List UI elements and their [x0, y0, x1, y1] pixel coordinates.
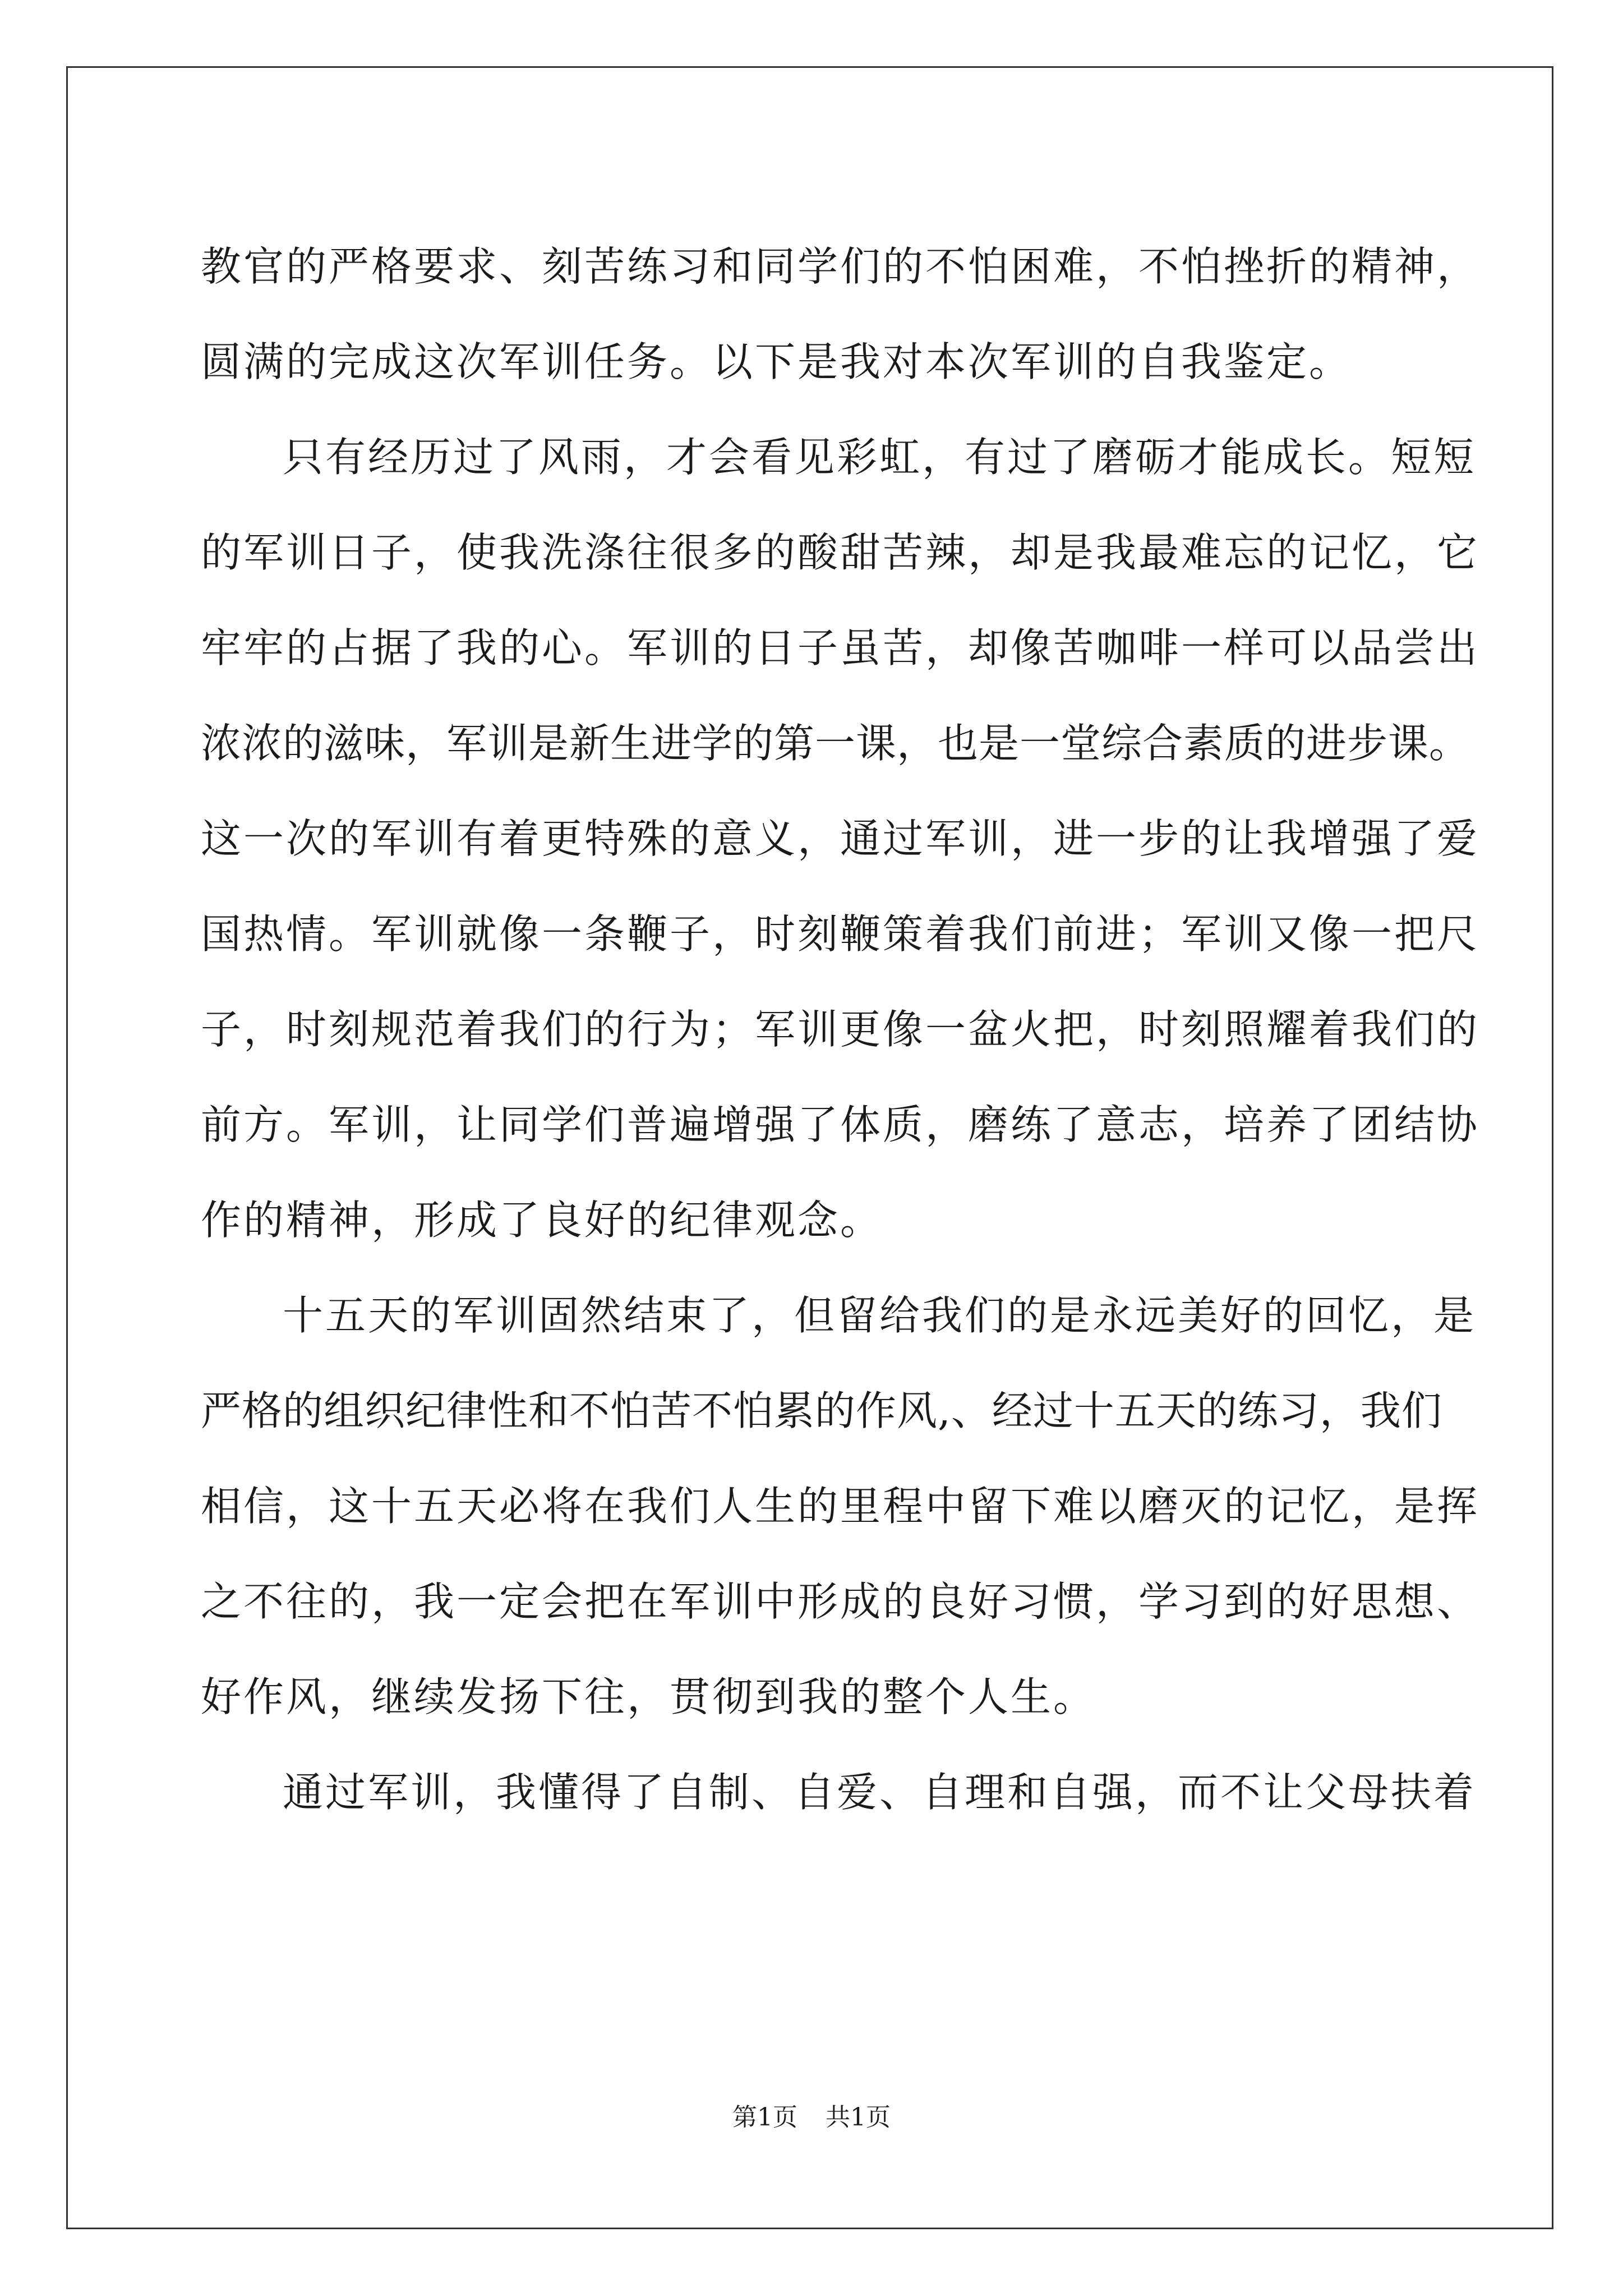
text-line: 十五天的军训固然结束了，但留给我们的是永远美好的回忆，是: [283, 1292, 1477, 1339]
page-number-current: 第1页: [732, 2103, 797, 2132]
text-line: 这一次的军训有着更特殊的意义，通过军训，进一步的让我增强了爱: [201, 815, 1480, 862]
text-line: 只有经历过了风雨，才会看见彩虹，有过了磨砺才能成长。短短: [283, 434, 1477, 481]
text-line: 之不往的，我一定会把在军训中形成的良好习惯，学习到的好思想、: [201, 1578, 1480, 1625]
text-line: 教官的严格要求、刻苦练习和同学们的不怕困难，不怕挫折的精神，: [201, 243, 1480, 290]
text-line: 通过军训，我懂得了自制、自爱、自理和自强，而不让父母扶着: [283, 1769, 1477, 1816]
text-line: 好作风，继续发扬下往，贯彻到我的整个人生。: [201, 1673, 1096, 1720]
text-line: 作的精神，形成了良好的纪律观念。: [201, 1197, 883, 1244]
text-line: 圆满的完成这次军训任务。以下是我对本次军训的自我鉴定。: [201, 338, 1352, 385]
text-line: 相信，这十五天必将在我们人生的里程中留下难以磨灭的记忆，是挥: [201, 1483, 1480, 1530]
page-footer: [0, 2097, 1623, 2133]
text-line: 浓浓的滋味，军训是新生进学的第一课，也是一堂综合素质的进步课。: [201, 720, 1470, 767]
text-line: 的军训日子，使我洗涤往很多的酸甜苦辣，却是我最难忘的记忆，它: [201, 529, 1480, 576]
page-number-total: 共1页: [826, 2103, 891, 2132]
text-line: 牢牢的占据了我的心。军训的日子虽苦，却像苦咖啡一样可以品尝出: [201, 624, 1480, 671]
text-line: 严格的组织纪律性和不怕苦不怕累的作风,、经过十五天的练习，我们: [201, 1387, 1442, 1434]
text-line: 子，时刻规范着我们的行为；军训更像一盆火把，时刻照耀着我们的: [201, 1006, 1480, 1053]
text-line: 前方。军训，让同学们普遍增强了体质，磨练了意志，培养了团结协: [201, 1101, 1480, 1148]
document-body: [201, 219, 1480, 1840]
text-line: 国热情。军训就像一条鞭子，时刻鞭策着我们前进；军训又像一把尺: [201, 910, 1480, 958]
